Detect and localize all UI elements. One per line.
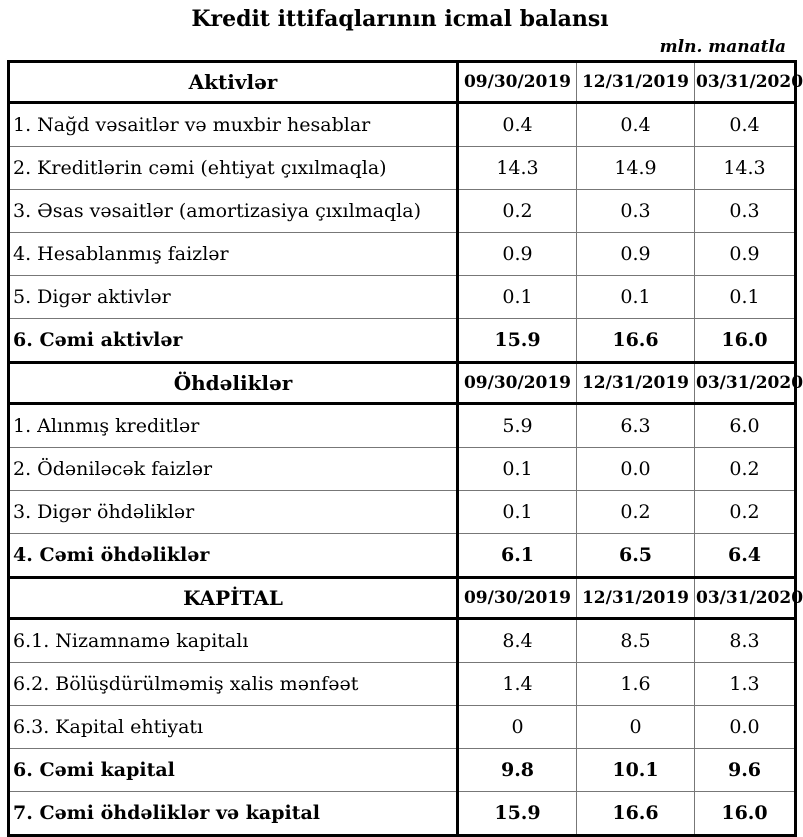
table-row bbox=[9, 448, 796, 491]
section-header-row-capital bbox=[9, 578, 796, 619]
row-label: 6.1. Nizamnamə kapitalı bbox=[9, 619, 458, 663]
table-row bbox=[9, 706, 796, 749]
section-title: Öhdəliklər bbox=[9, 363, 458, 404]
cell-value: 10.1 bbox=[577, 749, 695, 792]
cell-value: 0.1 bbox=[577, 276, 695, 319]
cell-value: 1.6 bbox=[577, 663, 695, 706]
row-label: 3. Əsas vəsaitlər (amortizasiya çıxılmaqla) bbox=[9, 190, 458, 233]
cell-value: 16.6 bbox=[577, 792, 695, 836]
cell-value: 9.6 bbox=[695, 749, 796, 792]
column-header: 12/31/2019 bbox=[577, 578, 695, 619]
section-title: KAPİTAL bbox=[9, 578, 458, 619]
cell-value: 14.3 bbox=[695, 147, 796, 190]
table-row bbox=[9, 147, 796, 190]
row-label: 6.2. Bölüşdürülməmiş xalis mənfəət bbox=[9, 663, 458, 706]
table-row-total bbox=[9, 534, 796, 578]
cell-value: 0.9 bbox=[695, 233, 796, 276]
table-row-total bbox=[9, 749, 796, 792]
cell-value: 8.5 bbox=[577, 619, 695, 663]
cell-value: 0.1 bbox=[458, 448, 577, 491]
table-row-total bbox=[9, 319, 796, 363]
cell-value: 16.0 bbox=[695, 792, 796, 836]
cell-value: 1.3 bbox=[695, 663, 796, 706]
column-header: 09/30/2019 bbox=[458, 62, 577, 103]
cell-value: 16.6 bbox=[577, 319, 695, 363]
row-label: 4. Cəmi öhdəliklər bbox=[9, 534, 458, 578]
cell-value: 15.9 bbox=[458, 792, 577, 836]
row-label: 6. Cəmi kapital bbox=[9, 749, 458, 792]
cell-value: 0.2 bbox=[695, 491, 796, 534]
cell-value: 0.1 bbox=[458, 491, 577, 534]
cell-value: 6.3 bbox=[577, 404, 695, 448]
row-label: 2. Ödəniləcək faizlər bbox=[9, 448, 458, 491]
cell-value: 0.4 bbox=[458, 103, 577, 147]
row-label: 6.3. Kapital ehtiyatı bbox=[9, 706, 458, 749]
cell-value: 0.9 bbox=[458, 233, 577, 276]
document-page bbox=[0, 6, 803, 825]
column-header: 03/31/2020 bbox=[695, 363, 796, 404]
cell-value: 0 bbox=[577, 706, 695, 749]
cell-value: 15.9 bbox=[458, 319, 577, 363]
row-label: 1. Alınmış kreditlər bbox=[9, 404, 458, 448]
table-row-total bbox=[9, 792, 796, 836]
cell-value: 0.3 bbox=[695, 190, 796, 233]
table-row bbox=[9, 103, 796, 147]
section-title: Aktivlər bbox=[9, 62, 458, 103]
cell-value: 0.0 bbox=[695, 706, 796, 749]
cell-value: 0.2 bbox=[577, 491, 695, 534]
cell-value: 6.4 bbox=[695, 534, 796, 578]
section-header-row-liabilities bbox=[9, 363, 796, 404]
cell-value: 14.3 bbox=[458, 147, 577, 190]
cell-value: 14.9 bbox=[577, 147, 695, 190]
cell-value: 5.9 bbox=[458, 404, 577, 448]
unit-note: mln. manatla bbox=[659, 36, 786, 57]
column-header: 12/31/2019 bbox=[577, 62, 695, 103]
page-title: Kredit ittifaqlarının icmal balansı bbox=[191, 6, 609, 32]
row-label: 6. Cəmi aktivlər bbox=[9, 319, 458, 363]
table-row bbox=[9, 190, 796, 233]
table-row bbox=[9, 233, 796, 276]
cell-value: 0.0 bbox=[577, 448, 695, 491]
cell-value: 0.4 bbox=[695, 103, 796, 147]
table-row bbox=[9, 491, 796, 534]
cell-value: 0 bbox=[458, 706, 577, 749]
cell-value: 0.1 bbox=[458, 276, 577, 319]
balance-table bbox=[7, 60, 803, 837]
cell-value: 6.5 bbox=[577, 534, 695, 578]
column-header: 03/31/2020 bbox=[695, 62, 796, 103]
cell-value: 0.1 bbox=[695, 276, 796, 319]
cell-value: 6.1 bbox=[458, 534, 577, 578]
row-label: 4. Hesablanmış faizlər bbox=[9, 233, 458, 276]
column-header: 09/30/2019 bbox=[458, 578, 577, 619]
column-header: 09/30/2019 bbox=[458, 363, 577, 404]
column-header: 12/31/2019 bbox=[577, 363, 695, 404]
cell-value: 16.0 bbox=[695, 319, 796, 363]
cell-value: 0.9 bbox=[577, 233, 695, 276]
cell-value: 8.3 bbox=[695, 619, 796, 663]
cell-value: 8.4 bbox=[458, 619, 577, 663]
row-label: 7. Cəmi öhdəliklər və kapital bbox=[9, 792, 458, 836]
cell-value: 9.8 bbox=[458, 749, 577, 792]
table-row bbox=[9, 276, 796, 319]
cell-value: 0.3 bbox=[577, 190, 695, 233]
cell-value: 6.0 bbox=[695, 404, 796, 448]
column-header: 03/31/2020 bbox=[695, 578, 796, 619]
cell-value: 0.2 bbox=[458, 190, 577, 233]
section-header-row-assets bbox=[9, 62, 796, 103]
table-row bbox=[9, 404, 796, 448]
cell-value: 0.4 bbox=[577, 103, 695, 147]
row-label: 2. Kreditlərin cəmi (ehtiyat çıxılmaqla) bbox=[9, 147, 458, 190]
cell-value: 1.4 bbox=[458, 663, 577, 706]
row-label: 1. Nağd vəsaitlər və muxbir hesablar bbox=[9, 103, 458, 147]
table-row bbox=[9, 663, 796, 706]
row-label: 5. Digər aktivlər bbox=[9, 276, 458, 319]
row-label: 3. Digər öhdəliklər bbox=[9, 491, 458, 534]
cell-value: 0.2 bbox=[695, 448, 796, 491]
table-row bbox=[9, 619, 796, 663]
